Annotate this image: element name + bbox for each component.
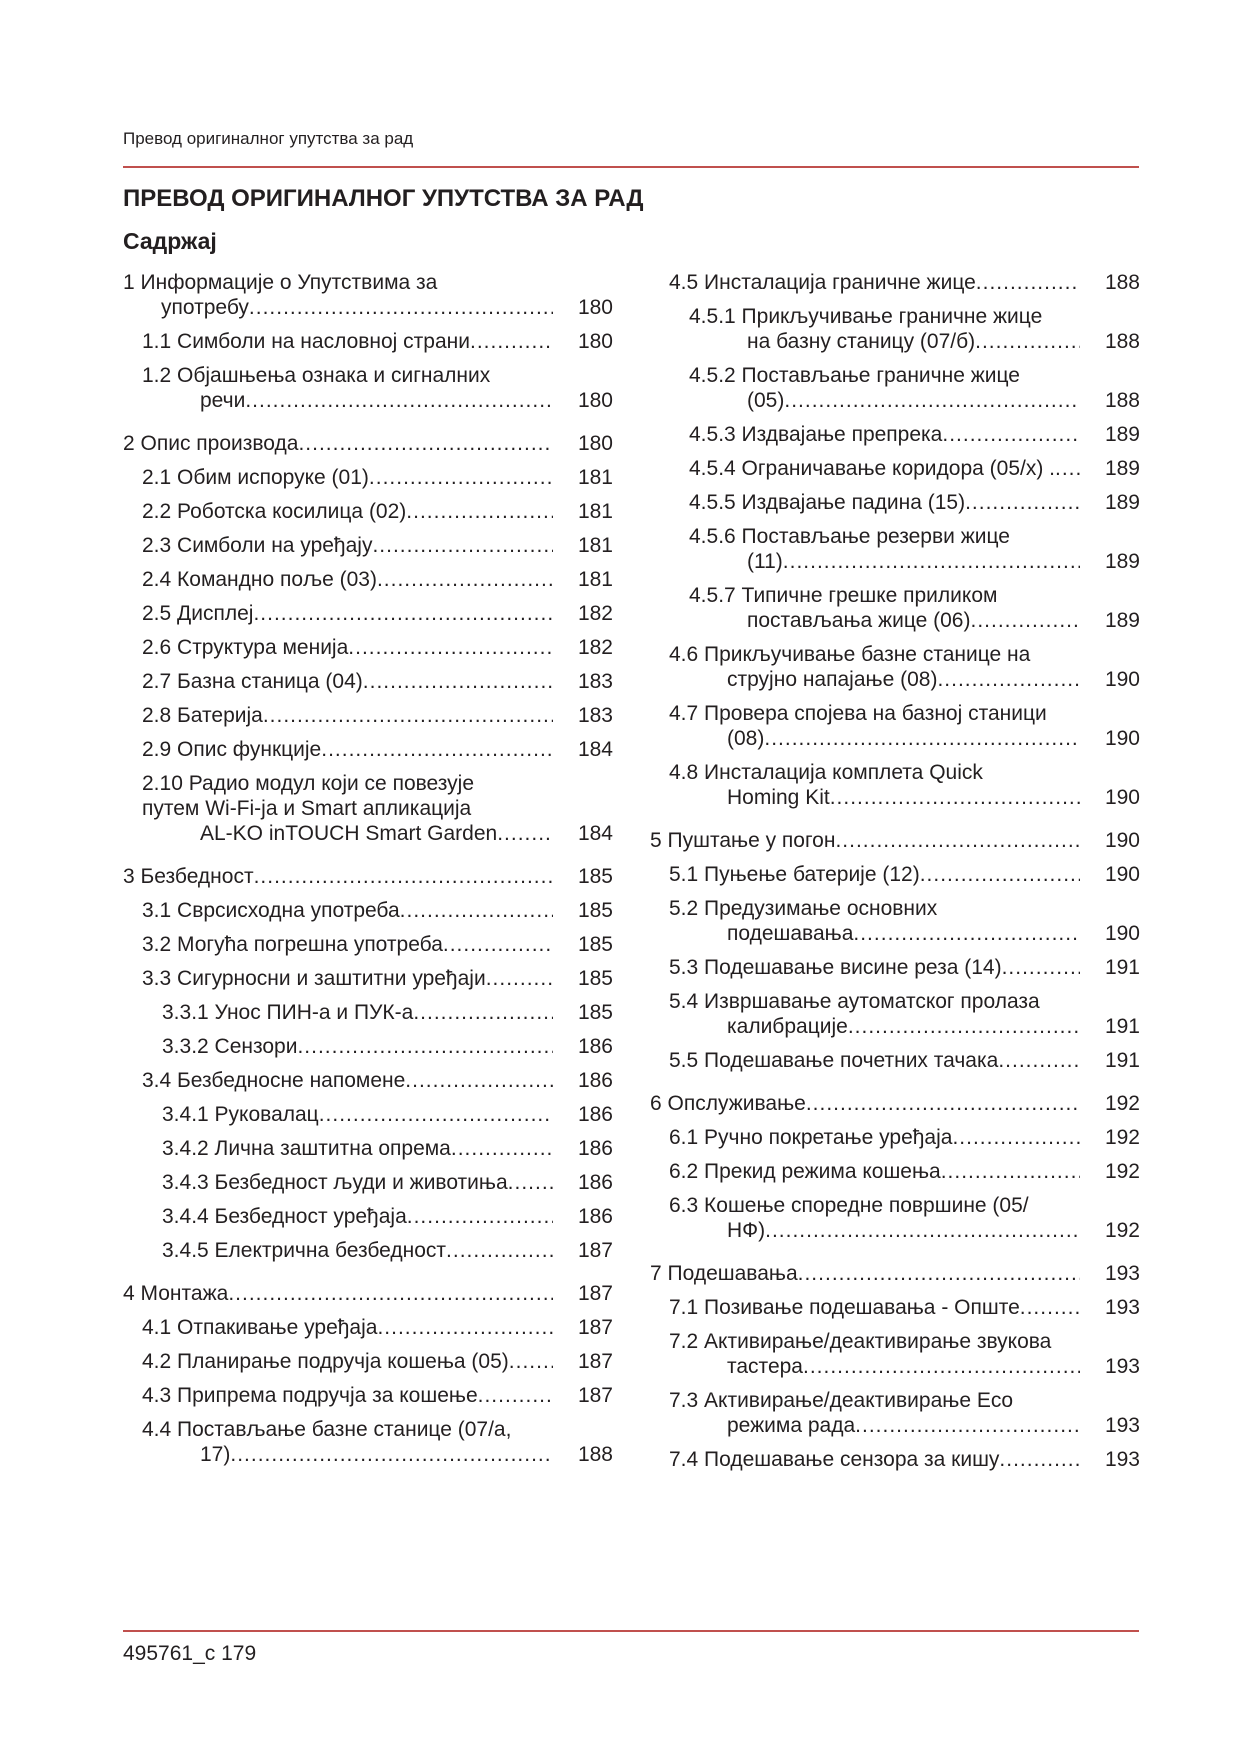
toc-dot-leader bbox=[508, 1170, 553, 1195]
toc-page-number: 185 bbox=[577, 899, 613, 922]
toc-entry[interactable] bbox=[650, 896, 1140, 946]
toc-dot-leader bbox=[952, 1125, 1080, 1150]
toc-page-number: 187 bbox=[577, 1239, 613, 1262]
toc-entry[interactable] bbox=[123, 1315, 613, 1340]
toc-entry-title: 2.1 Обим испоруке (01) bbox=[142, 466, 369, 489]
toc-entry-title: 2.10 Радио модул који се повезује bbox=[142, 772, 475, 795]
toc-entry[interactable] bbox=[123, 533, 613, 558]
toc-entry-title: постављања жице (06) bbox=[747, 609, 971, 632]
toc-entry[interactable] bbox=[123, 1136, 613, 1161]
toc-page-number: 183 bbox=[577, 704, 613, 727]
toc-dot-leader bbox=[765, 1218, 1080, 1243]
toc-entry-title: струјно напајање (08) bbox=[727, 668, 938, 691]
toc-entry[interactable] bbox=[123, 1281, 613, 1306]
toc-dot-leader bbox=[369, 465, 553, 490]
toc-page-number: 186 bbox=[577, 1035, 613, 1058]
toc-entry-title: 4.5.2 Постављање граничне жице bbox=[689, 364, 1020, 387]
toc-page-number: 187 bbox=[577, 1316, 613, 1339]
toc-entry[interactable] bbox=[123, 898, 613, 923]
toc-page-number: 180 bbox=[577, 296, 613, 319]
toc-page-number: 185 bbox=[577, 865, 613, 888]
toc-entry[interactable] bbox=[650, 1159, 1140, 1184]
toc-entry[interactable] bbox=[650, 456, 1140, 481]
toc-entry[interactable] bbox=[650, 1295, 1140, 1320]
toc-entry[interactable] bbox=[123, 1349, 613, 1374]
toc-dot-leader bbox=[413, 1000, 553, 1025]
toc-entry-title: 4.4 Постављање базне станице (07/a, bbox=[142, 1418, 512, 1441]
toc-entry-title: 4.5.6 Постављање резерви жице bbox=[689, 525, 1010, 548]
toc-dot-leader bbox=[486, 966, 553, 991]
toc-entry-title: калибрације bbox=[727, 1015, 848, 1038]
toc-entry[interactable] bbox=[123, 635, 613, 660]
toc-entry-title: 3.3 Сигурносни и заштитни уређаји bbox=[142, 967, 486, 990]
toc-entry-title: подешавања bbox=[727, 922, 854, 945]
toc-dot-leader bbox=[965, 490, 1080, 515]
toc-page-number: 187 bbox=[577, 1282, 613, 1305]
toc-entry[interactable] bbox=[123, 771, 613, 846]
toc-page-number: 186 bbox=[577, 1103, 613, 1126]
toc-page-number: 193 bbox=[1104, 1296, 1140, 1319]
toc-page-number: 191 bbox=[1104, 956, 1140, 979]
toc-page-number: 190 bbox=[1104, 829, 1140, 852]
toc-entry-title: 5.3 Подешавање висине реза (14) bbox=[669, 956, 1002, 979]
toc-page-number: 187 bbox=[577, 1350, 613, 1373]
toc-page-number: 180 bbox=[577, 389, 613, 412]
toc-entry[interactable] bbox=[650, 1447, 1140, 1472]
toc-entry[interactable] bbox=[123, 431, 613, 456]
toc-dot-leader bbox=[470, 329, 553, 354]
toc-entry-title: 4 Монтажа bbox=[123, 1282, 229, 1305]
toc-dot-leader bbox=[855, 1413, 1080, 1438]
toc-heading: Садржај bbox=[123, 228, 217, 254]
toc-entry-title: 17) bbox=[200, 1443, 231, 1466]
toc-page-number: 185 bbox=[577, 967, 613, 990]
toc-dot-leader bbox=[245, 388, 553, 413]
toc-entry[interactable] bbox=[123, 1170, 613, 1195]
toc-entry[interactable] bbox=[650, 583, 1140, 633]
toc-dot-leader bbox=[998, 1048, 1080, 1073]
toc-entry[interactable] bbox=[123, 1102, 613, 1127]
toc-entry-title: 3.2 Могућа погрешна употреба bbox=[142, 933, 443, 956]
toc-dot-leader bbox=[297, 1034, 553, 1059]
toc-entry[interactable] bbox=[123, 1068, 613, 1093]
toc-entry-title: (11) bbox=[747, 550, 783, 573]
toc-entry-title: 3.4.1 Руковалац bbox=[162, 1103, 319, 1126]
toc-entry-title: 5.1 Пуњење батерије (12) bbox=[669, 863, 920, 886]
toc-dot-leader bbox=[319, 1102, 553, 1127]
toc-dot-leader bbox=[783, 549, 1080, 574]
toc-entry[interactable] bbox=[123, 270, 613, 320]
toc-dot-leader bbox=[321, 737, 553, 762]
toc-dot-leader bbox=[497, 821, 553, 846]
toc-dot-leader bbox=[228, 1281, 553, 1306]
toc-entry-title: путем Wi-Fi-ја и Smart апликација bbox=[142, 797, 472, 820]
toc-dot-leader bbox=[920, 862, 1080, 887]
toc-dot-leader bbox=[254, 864, 553, 889]
toc-entry-title: 5.2 Предузимање основних bbox=[669, 897, 938, 920]
toc-entry-title: 4.5.1 Прикључивање граничне жице bbox=[689, 305, 1043, 328]
toc-page-number: 188 bbox=[1104, 330, 1140, 353]
toc-entry[interactable] bbox=[650, 1388, 1140, 1438]
toc-column-left bbox=[123, 270, 613, 1476]
toc-column-right bbox=[650, 270, 1140, 1481]
toc-entry-title: 7.1 Позивање подешавања - Опште bbox=[669, 1296, 1020, 1319]
toc-entry-title: 2.9 Опис функције bbox=[142, 738, 322, 761]
toc-dot-leader bbox=[806, 1091, 1080, 1116]
running-header: Превод оригиналног упутства за рад bbox=[123, 129, 414, 148]
toc-dot-leader bbox=[400, 898, 553, 923]
toc-dot-leader bbox=[975, 329, 1080, 354]
toc-entry-title: 6.3 Кошење споредне површине (05/ bbox=[669, 1194, 1029, 1217]
toc-dot-leader bbox=[509, 1349, 553, 1374]
toc-dot-leader bbox=[798, 1261, 1080, 1286]
toc-page-number: 189 bbox=[1104, 491, 1140, 514]
toc-page-number: 184 bbox=[577, 822, 613, 845]
toc-dot-leader bbox=[853, 921, 1080, 946]
toc-entry-title: употребу bbox=[161, 296, 249, 319]
toc-dot-leader bbox=[249, 295, 553, 320]
toc-entry[interactable] bbox=[123, 363, 613, 413]
toc-dot-leader bbox=[443, 932, 553, 957]
toc-page-number: 186 bbox=[577, 1137, 613, 1160]
toc-entry-title: 2.2 Роботска косилица (02) bbox=[142, 500, 407, 523]
toc-dot-leader bbox=[764, 726, 1080, 751]
toc-dot-leader bbox=[942, 422, 1080, 447]
toc-entry[interactable] bbox=[123, 669, 613, 694]
toc-page-number: 182 bbox=[577, 602, 613, 625]
toc-dot-leader bbox=[446, 1238, 553, 1263]
toc-page-number: 191 bbox=[1104, 1049, 1140, 1072]
toc-entry-title: 2.7 Базна станица (04) bbox=[142, 670, 363, 693]
toc-dot-leader bbox=[406, 499, 553, 524]
toc-dot-leader bbox=[1055, 456, 1080, 481]
toc-entry-title: 3.4.2 Лична заштитна опрема bbox=[162, 1137, 451, 1160]
toc-entry-title: 4.3 Припрема подручја за кошење bbox=[142, 1384, 478, 1407]
toc-entry[interactable] bbox=[123, 932, 613, 957]
toc-entry[interactable] bbox=[123, 601, 613, 626]
toc-dot-leader bbox=[970, 608, 1080, 633]
toc-entry[interactable] bbox=[650, 1193, 1140, 1243]
toc-entry-title: тастера bbox=[727, 1355, 803, 1378]
toc-page-number: 186 bbox=[577, 1205, 613, 1228]
toc-dot-leader bbox=[372, 533, 553, 558]
toc-entry-title: речи bbox=[200, 389, 246, 412]
toc-page-number: 182 bbox=[577, 636, 613, 659]
toc-entry-title: Homing Kit bbox=[727, 786, 830, 809]
toc-entry[interactable] bbox=[650, 862, 1140, 887]
toc-entry[interactable] bbox=[650, 422, 1140, 447]
toc-entry-title: AL-KO inTOUCH Smart Garden bbox=[200, 822, 498, 845]
toc-entry-title: 7.2 Активирање/деактивирање звукова bbox=[669, 1330, 1052, 1353]
header-rule bbox=[123, 166, 1139, 168]
toc-entry-title: 4.5.4 Ограничавање коридора (05/x) . bbox=[689, 457, 1056, 480]
toc-entry[interactable] bbox=[123, 329, 613, 354]
toc-entry[interactable] bbox=[650, 363, 1140, 413]
toc-entry-title: 6.1 Ручно покретање уређаја bbox=[669, 1126, 953, 1149]
toc-page-number: 181 bbox=[577, 466, 613, 489]
toc-entry[interactable] bbox=[123, 1204, 613, 1229]
toc-entry[interactable] bbox=[123, 1034, 613, 1059]
toc-entry[interactable] bbox=[650, 955, 1140, 980]
toc-entry-title: 7 Подешавања bbox=[650, 1262, 798, 1285]
toc-page-number: 181 bbox=[577, 534, 613, 557]
toc-page-number: 193 bbox=[1104, 1448, 1140, 1471]
toc-page-number: 189 bbox=[1104, 423, 1140, 446]
toc-entry[interactable] bbox=[650, 989, 1140, 1039]
toc-dot-leader bbox=[999, 1447, 1080, 1472]
document-code: 495761_c bbox=[123, 1642, 216, 1665]
toc-entry-title: 7.3 Активирање/деактивирање Eco bbox=[669, 1389, 1014, 1412]
toc-entry[interactable] bbox=[123, 567, 613, 592]
page-number: 179 bbox=[221, 1642, 257, 1665]
toc-dot-leader bbox=[405, 1068, 553, 1093]
toc-dot-leader bbox=[377, 567, 553, 592]
toc-page-number: 187 bbox=[577, 1384, 613, 1407]
toc-dot-leader bbox=[784, 388, 1080, 413]
toc-entry-title: 4.2 Планирање подручја кошења (05) bbox=[142, 1350, 509, 1373]
toc-page-number: 188 bbox=[1104, 389, 1140, 412]
toc-entry[interactable] bbox=[123, 499, 613, 524]
toc-dot-leader bbox=[253, 601, 553, 626]
toc-entry-title: 2.3 Симболи на уређају bbox=[142, 534, 373, 557]
toc-entry-title: (05) bbox=[747, 389, 785, 412]
toc-entry-title: 4.5.5 Издвајање падина (15) bbox=[689, 491, 966, 514]
toc-entry-title: 4.5 Инсталација граничне жице bbox=[669, 271, 976, 294]
toc-dot-leader bbox=[803, 1354, 1080, 1379]
toc-dot-leader bbox=[937, 667, 1080, 692]
toc-dot-leader bbox=[478, 1383, 553, 1408]
toc-page-number: 190 bbox=[1104, 786, 1140, 809]
toc-entry-title: 2.4 Командно поље (03) bbox=[142, 568, 377, 591]
toc-entry-title: режима рада bbox=[727, 1414, 856, 1437]
toc-entry[interactable] bbox=[123, 1417, 613, 1467]
toc-page-number: 180 bbox=[577, 432, 613, 455]
toc-page-number: 185 bbox=[577, 1001, 613, 1024]
toc-entry[interactable] bbox=[650, 1125, 1140, 1150]
toc-dot-leader bbox=[407, 1204, 553, 1229]
toc-entry[interactable] bbox=[123, 1238, 613, 1263]
toc-entry-title: 3.4.4 Безбедност уређаја bbox=[162, 1205, 407, 1228]
toc-entry-title: 4.6 Прикључивање базне станице на bbox=[669, 643, 1031, 666]
toc-dot-leader bbox=[1020, 1295, 1080, 1320]
toc-dot-leader bbox=[835, 828, 1080, 853]
toc-entry-title: 2.6 Структура менија bbox=[142, 636, 349, 659]
toc-page-number: 193 bbox=[1104, 1355, 1140, 1378]
toc-entry-title: 3.4.3 Безбедност људи и животиња bbox=[162, 1171, 508, 1194]
toc-entry[interactable] bbox=[650, 270, 1140, 295]
toc-dot-leader bbox=[298, 431, 553, 456]
toc-page-number: 189 bbox=[1104, 609, 1140, 632]
toc-page-number: 185 bbox=[577, 933, 613, 956]
toc-dot-leader bbox=[1002, 955, 1080, 980]
toc-entry-title: 4.5.3 Издвајање препрека bbox=[689, 423, 943, 446]
toc-entry-title: 3.3.1 Унос ПИН-а и ПУК-а bbox=[162, 1001, 414, 1024]
toc-page-number: 192 bbox=[1104, 1219, 1140, 1242]
toc-entry-title: 5.4 Извршавање аутоматског пролаза bbox=[669, 990, 1040, 1013]
toc-page-number: 180 bbox=[577, 330, 613, 353]
toc-entry-title: на базну станицу (07/б) bbox=[747, 330, 976, 353]
toc-entry[interactable] bbox=[650, 1329, 1140, 1379]
toc-dot-leader bbox=[363, 669, 553, 694]
toc-dot-leader bbox=[941, 1159, 1080, 1184]
toc-page-number: 193 bbox=[1104, 1414, 1140, 1437]
toc-entry-title: 5.5 Подешавање почетних тачака bbox=[669, 1049, 999, 1072]
footer bbox=[123, 1642, 256, 1666]
toc-entry[interactable] bbox=[123, 966, 613, 991]
toc-entry[interactable] bbox=[650, 642, 1140, 692]
toc-entry-title: 3.4.5 Електрична безбедност bbox=[162, 1239, 447, 1262]
toc-entry-title: 3.3.2 Сензори bbox=[162, 1035, 298, 1058]
toc-dot-leader bbox=[451, 1136, 553, 1161]
toc-entry[interactable] bbox=[123, 1383, 613, 1408]
toc-entry-title: 3.4 Безбедносне напомене bbox=[142, 1069, 406, 1092]
toc-page-number: 193 bbox=[1104, 1262, 1140, 1285]
toc-page-number: 189 bbox=[1104, 550, 1140, 573]
toc-entry[interactable] bbox=[650, 760, 1140, 810]
toc-entry[interactable] bbox=[650, 1261, 1140, 1286]
toc-page-number: 190 bbox=[1104, 922, 1140, 945]
toc-entry-title: 4.1 Отпакивање уређаја bbox=[142, 1316, 378, 1339]
toc-dot-leader bbox=[830, 785, 1080, 810]
toc-page-number: 186 bbox=[577, 1171, 613, 1194]
toc-entry-title: 1.2 Објашњења ознака и сигналних bbox=[142, 364, 491, 387]
toc-entry[interactable] bbox=[650, 1048, 1140, 1073]
toc-page-number: 190 bbox=[1104, 863, 1140, 886]
toc-page-number: 192 bbox=[1104, 1160, 1140, 1183]
toc-entry-title: 6.2 Прекид режима кошења bbox=[669, 1160, 941, 1183]
toc-page-number: 190 bbox=[1104, 727, 1140, 750]
toc-page-number: 188 bbox=[577, 1443, 613, 1466]
toc-page-number: 191 bbox=[1104, 1015, 1140, 1038]
toc-entry-title: НФ) bbox=[727, 1219, 766, 1242]
toc-page-number: 184 bbox=[577, 738, 613, 761]
toc-entry-title: 7.4 Подешавање сензора за кишу bbox=[669, 1448, 1000, 1471]
toc-dot-leader bbox=[230, 1442, 553, 1467]
toc-dot-leader bbox=[848, 1014, 1080, 1039]
toc-entry[interactable] bbox=[123, 1000, 613, 1025]
toc-entry-title: 1 Информације о Упутствима за bbox=[123, 271, 438, 294]
toc-entry-title: 6 Опслуживање bbox=[650, 1092, 806, 1115]
toc-page-number: 192 bbox=[1104, 1092, 1140, 1115]
toc-entry[interactable] bbox=[123, 703, 613, 728]
toc-entry[interactable] bbox=[650, 524, 1140, 574]
toc-entry[interactable] bbox=[123, 737, 613, 762]
toc-entry[interactable] bbox=[650, 828, 1140, 853]
toc-page-number: 186 bbox=[577, 1069, 613, 1092]
footer-rule bbox=[123, 1630, 1139, 1632]
toc-page-number: 190 bbox=[1104, 668, 1140, 691]
toc-entry[interactable] bbox=[650, 304, 1140, 354]
document-title: ПРЕВОД ОРИГИНАЛНОГ УПУТСТВА ЗА РАД bbox=[123, 185, 644, 212]
toc-entry-title: (08) bbox=[727, 727, 765, 750]
toc-page-number: 188 bbox=[1104, 271, 1140, 294]
toc-entry-title: 2 Опис производа bbox=[123, 432, 299, 455]
toc-entry-title: 2.5 Дисплеј bbox=[142, 602, 254, 625]
toc-entry-title: 4.8 Инсталација комплета Quick bbox=[669, 761, 983, 784]
toc-dot-leader bbox=[348, 635, 553, 660]
toc-dot-leader bbox=[377, 1315, 553, 1340]
toc-entry[interactable] bbox=[123, 864, 613, 889]
toc-entry[interactable] bbox=[650, 1091, 1140, 1116]
toc-entry-title: 3.1 Сврсисходна употреба bbox=[142, 899, 400, 922]
toc-page-number: 189 bbox=[1104, 457, 1140, 480]
toc-page-number: 183 bbox=[577, 670, 613, 693]
toc-entry-title: 5 Пуштање у погон bbox=[650, 829, 836, 852]
toc-page-number: 181 bbox=[577, 500, 613, 523]
toc-entry-title: 2.8 Батерија bbox=[142, 704, 263, 727]
toc-entry-title: 1.1 Симболи на насловној страни bbox=[142, 330, 470, 353]
toc-entry-title: 4.7 Провера спојева на базној станици bbox=[669, 702, 1047, 725]
toc-page-number: 181 bbox=[577, 568, 613, 591]
toc-entry[interactable] bbox=[650, 490, 1140, 515]
toc-entry-title: 4.5.7 Типичне грешке приликом bbox=[689, 584, 998, 607]
toc-dot-leader bbox=[263, 703, 553, 728]
toc-entry-title: 3 Безбедност bbox=[123, 865, 254, 888]
toc-page-number: 192 bbox=[1104, 1126, 1140, 1149]
toc-entry[interactable] bbox=[650, 701, 1140, 751]
toc-entry[interactable] bbox=[123, 465, 613, 490]
toc-dot-leader bbox=[976, 270, 1080, 295]
